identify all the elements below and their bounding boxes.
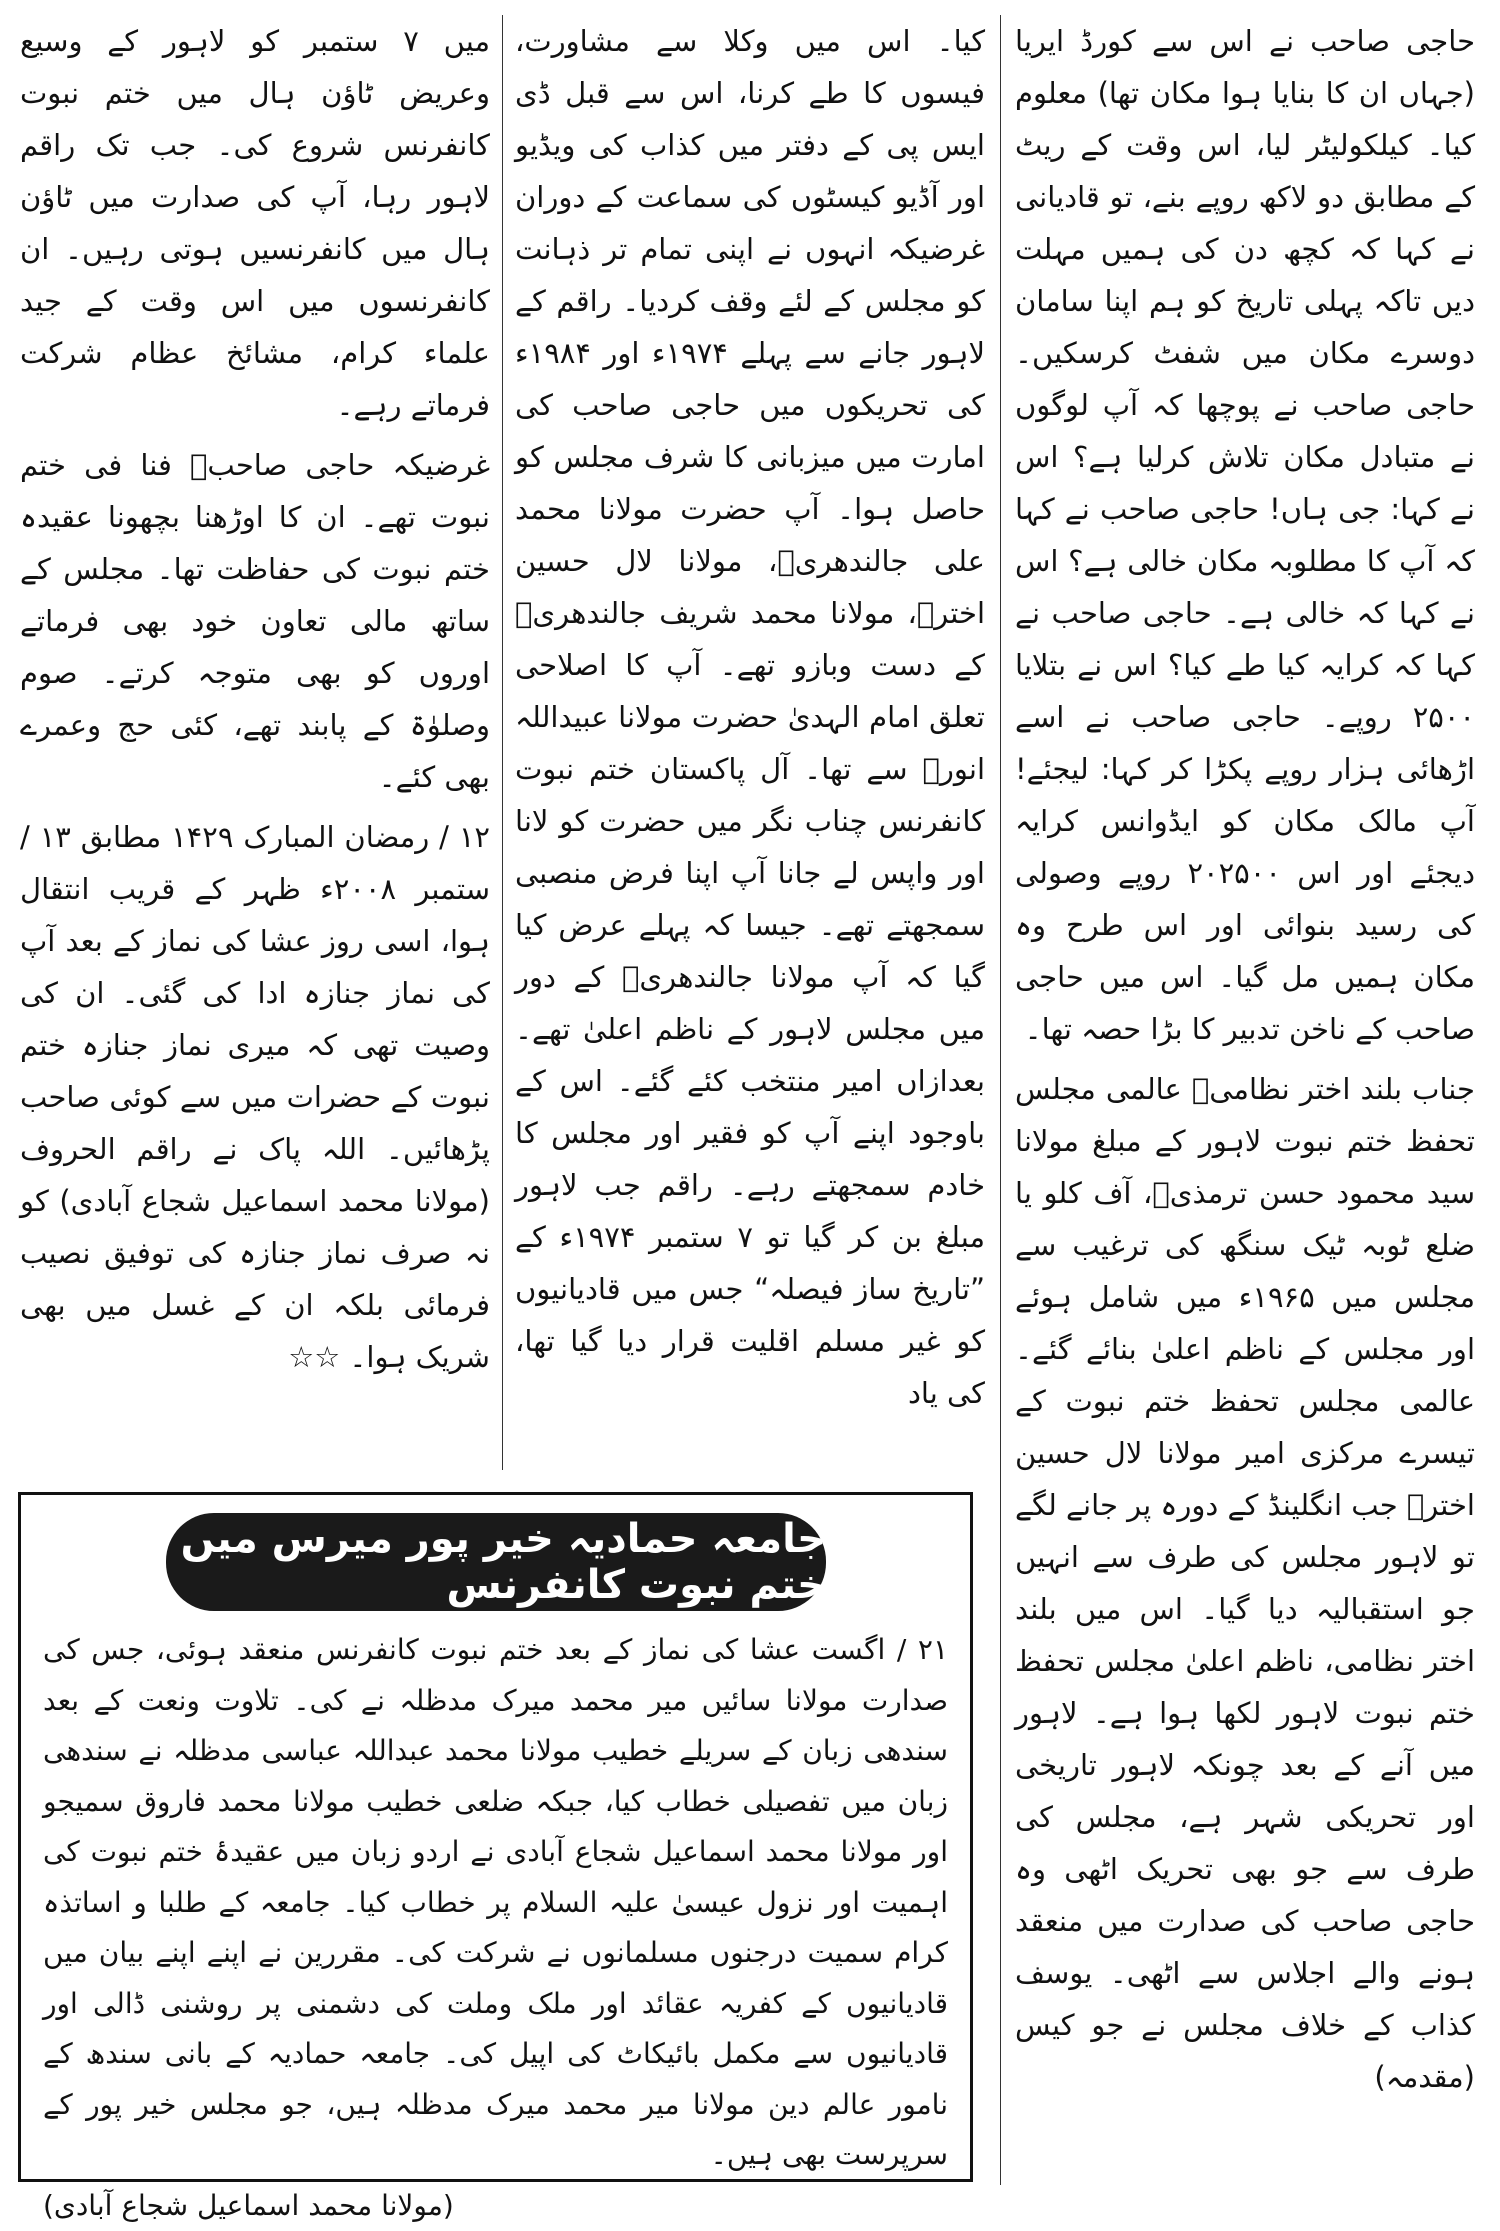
paragraph: کیا۔ اس میں وکلا سے مشاورت، فیسوں کا طے کرنا، اس سے قبل ڈی ایس پی کے دفتر میں کذاب کی ویڈیو اور آڈیو کیسٹوں کی سماعت کے دوران غرضیکہ انہوں نے اپنی تمام تر ذہانت کو مجلس کے لئے وقف کردیا۔ راقم کے لاہور جانے سے پہلے ۱۹۷۴ء اور ۱۹۸۴ء کی تحریکوں میں حاجی صاحب کی امارت میں میزبانی کا شرف مجلس کو حاصل ہوا۔ آپ حضرت مولانا محمد علی جالندھریؒ، مولانا لال حسین اخترؒ، مولانا محمد شریف جالندھریؒ کے دست وبازو تھے۔ آپ کا اصلاحی تعلق امام الہدیٰ حضرت مولانا عبیداللہ انورؒ سے تھا۔ آل پاکستان ختم نبوت کانفرنس چناب نگر میں حضرت کو لانا اور واپس لے جانا آپ اپنا فرض منصبی سمجھتے تھے۔ جیسا کہ پہلے عرض کیا گیا کہ آپ مولانا جالندھریؒ کے دور میں مجلس لاہور کے ناظم اعلیٰ تھے۔ بعدازاں امیر منتخب کئے گئے۔ اس کے باوجود اپنے آپ کو فقیر اور مجلس کا خادم سمجھتے رہے۔ راقم جب لاہور مبلغ بن کر گیا تو ۷ ستمبر ۱۹۷۴ء کے ”تاریخ ساز فیصلہ“ جس میں قادیانیوں کو غیر مسلم اقلیت قرار دیا گیا تھا، کی یاد	[515, 15, 985, 1419]
paragraph: غرضیکہ حاجی صاحبؒ فنا فی ختم نبوت تھے۔ ان کا اوڑھنا بچھونا عقیدہ ختم نبوت کی حفاظت تھا۔ مجلس کے ساتھ مالی تعاون خود بھی فرماتے اوروں کو بھی متوجہ کرتے۔ صوم وصلوٰۃ کے پابند تھے، کئی حج وعمرے بھی کئے۔	[20, 439, 490, 803]
paragraph: جناب بلند اختر نظامیؒ عالمی مجلس تحفظ ختم نبوت لاہور کے مبلغ مولانا سید محمود حسن ترمذیؒ، آف کلو یا ضلع ٹوبہ ٹیک سنگھ کی ترغیب سے مجلس میں ۱۹۶۵ء میں شامل ہوئے اور مجلس کے ناظم اعلیٰ بنائے گئے۔ عالمی مجلس تحفظ ختم نبوت کے تیسرے مرکزی امیر مولانا لال حسین اخترؒ جب انگلینڈ کے دورہ پر جانے لگے تو لاہور مجلس کی طرف سے انہیں جو استقبالیہ دیا گیا۔ اس میں بلند اختر نظامی، ناظم اعلیٰ مجلس تحفظ ختم نبوت لاہور لکھا ہوا ہے۔ لاہور میں آنے کے بعد چونکہ لاہور تاریخی اور تحریکی شہر ہے، مجلس کی طرف سے جو بھی تحریک اٹھی وہ حاجی صاحب کی صدارت میں منعقد ہونے والے اجلاس سے اٹھی۔ یوسف کذاب کے خلاف مجلس نے جو کیس (مقدمہ)	[1015, 1063, 1475, 2103]
paragraph: میں ۷ ستمبر کو لاہور کے وسیع وعریض ٹاؤن ہال میں ختم نبوت کانفرنس شروع کی۔ جب تک راقم لاہور رہا، آپ کی صدارت میں ٹاؤن ہال میں کانفرنسیں ہوتی رہیں۔ ان کانفرنسوں میں اس وقت کے جید علماء کرام، مشائخ عظام شرکت فرماتے رہے۔	[20, 15, 490, 431]
article-column-middle	[515, 15, 985, 1475]
news-box-title: جامعہ حمادیہ خیر پور میرس میں ختم نبوت کانفرنس	[166, 1513, 826, 1611]
article-column-right	[1015, 15, 1475, 2185]
article-column-left	[20, 15, 490, 1475]
news-box-text: ۲۱ / اگست عشا کی نماز کے بعد ختم نبوت کانفرنس منعقد ہوئی، جس کی صدارت مولانا سائیں میر محمد میرک مدظلہ نے کی۔ تلاوت ونعت کے بعد سندھی زبان کے سریلے خطیب مولانا محمد عبداللہ عباسی مدظلہ نے سندھی زبان میں تفصیلی خطاب کیا، جبکہ ضلعی خطیب مولانا محمد فاروق سمیجو اور مولانا محمد اسماعیل شجاع آبادی نے اردو زبان میں عقیدۂ ختم نبوت کی اہمیت اور نزول عیسیٰ علیہ السلام پر خطاب کیا۔ جامعہ کے طلبا و اساتذہ کرام سمیت درجنوں مسلمانوں نے شرکت کی۔ مقررین نے اپنے اپنے بیان میں قادیانیوں کے کفریہ عقائد اور ملک وملت کی دشمنی پر روشنی ڈالی اور قادیانیوں سے مکمل بائیکاٹ کی اپیل کی۔ جامعہ حمادیہ کے بانی سندھ کے نامور عالم دین مولانا میر محمد میرک مدظلہ ہیں، جو مجلس خیر پور کے سرپرست بھی ہیں۔	[43, 1625, 948, 2181]
column-divider	[502, 15, 503, 1470]
paragraph: حاجی صاحب نے اس سے کورڈ ایریا (جہاں ان کا بنایا ہوا مکان تھا) معلوم کیا۔ کیلکولیٹر لیا، اس وقت کے ریٹ کے مطابق دو لاکھ روپے بنے، تو قادیانی نے کہا کہ کچھ دن کی ہمیں مہلت دیں تاکہ پہلی تاریخ کو ہم اپنا سامان دوسرے مکان میں شفٹ کرسکیں۔ حاجی صاحب نے پوچھا کہ آپ لوگوں نے متبادل مکان تلاش کرلیا ہے؟ اس نے کہا: جی ہاں! حاجی صاحب نے کہا کہ آپ کا مطلوبہ مکان خالی ہے؟ اس نے کہا کہ خالی ہے۔ حاجی صاحب نے کہا کہ کرایہ کیا طے کیا؟ اس نے بتلایا ۲۵۰۰ روپے۔ حاجی صاحب نے اسے اڑھائی ہزار روپے پکڑا کر کہا: لیجئے! آپ مالک مکان کو ایڈوانس کرایہ دیجئے اور اس ۲۰۲۵۰۰ روپے وصولی کی رسید بنوائی اور اس طرح وہ مکان ہمیں مل گیا۔ اس میں حاجی صاحب کے ناخن تدبیر کا بڑا حصہ تھا۔	[1015, 15, 1475, 1055]
column-divider	[1000, 15, 1001, 2185]
paragraph: ۱۲ / رمضان المبارک ۱۴۲۹ مطابق ۱۳ / ستمبر ۲۰۰۸ء ظہر کے قریب انتقال ہوا، اسی روز عشا کی نماز کے بعد آپ کی نماز جنازہ ادا کی گئی۔ ان کی وصیت تھی کہ میری نماز جنازہ ختم نبوت کے حضرات میں سے کوئی صاحب پڑھائیں۔ اللہ پاک نے راقم الحروف (مولانا محمد اسماعیل شجاع آبادی) کو نہ صرف نماز جنازہ کی توفیق نصیب فرمائی بلکہ ان کے غسل میں بھی شریک ہوا۔ ☆☆	[20, 811, 490, 1383]
news-box-body	[43, 1625, 948, 2170]
news-box	[18, 1492, 973, 2182]
news-box-byline: (مولانا محمد اسماعیل شجاع آبادی)	[43, 2181, 948, 2231]
